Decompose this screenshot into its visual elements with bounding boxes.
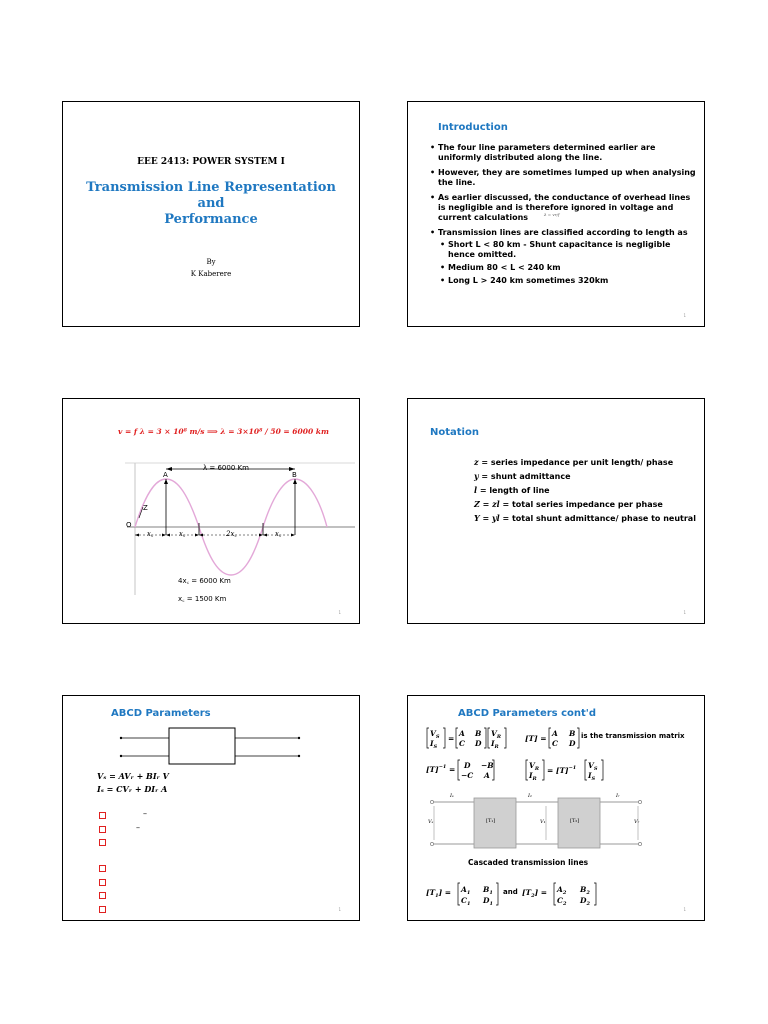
sub-bullet-1-text: Short L < 80 km - Shunt capacitance is negligible hence omitted. — [448, 240, 671, 259]
notation-text: shunt admittance — [488, 472, 571, 481]
cascaded-lines-diagram — [408, 796, 706, 856]
xc-label-1: x꜀ — [147, 530, 154, 538]
svg-text:A: A — [552, 729, 558, 738]
svg-text:VS: $V_S$ — [588, 761, 598, 772]
checkbox-3 — [99, 839, 106, 846]
svg-text:C: C — [459, 739, 465, 748]
cascade-caption: Cascaded transmission lines — [468, 858, 589, 867]
notation-item-l — [474, 485, 550, 495]
bullet-2-text: However, they are sometimes lumped up when analysing the line. — [438, 168, 696, 187]
block-T2-label: [T₂] — [570, 818, 580, 824]
bullet-1-text: The four line parameters determined earlier are uniformly distributed along the line. — [438, 143, 656, 162]
transmission-matrix-note: is the transmission matrix — [581, 732, 685, 740]
xc-value-label: x꜀ = 1500 Km — [178, 595, 227, 603]
ir-label: Iᵣ — [616, 793, 620, 799]
xc-label-3: x꜀ — [275, 530, 282, 538]
dash-2: – — [136, 823, 140, 832]
two-port-network-diagram — [63, 726, 361, 806]
slide-title — [62, 101, 360, 327]
xc-label-2: x꜀ — [179, 530, 186, 538]
checkbox-5 — [99, 879, 106, 886]
notation-symbol: Z = zl = — [474, 499, 510, 509]
i1-label: I₁ — [528, 793, 532, 799]
slide-introduction — [407, 101, 705, 327]
slide-heading: Notation — [430, 427, 479, 438]
bullet-1: • The four line parameters determined earlier are uniformly distributed along the line. — [430, 143, 700, 163]
slide-wavelength — [62, 398, 360, 624]
t1-t2-matrices — [408, 881, 706, 911]
sub-bullet-3-text: Long L > 240 km sometimes 320km — [448, 276, 609, 285]
svg-text:VR: $V_R$ — [529, 761, 539, 772]
two-xc-label: 2x꜀ — [226, 530, 237, 538]
svg-text:D2: $D_2$ — [580, 896, 590, 907]
svg-text:D1: $D_1$ — [483, 896, 493, 907]
sub-bullet-1: • Short L < 80 km - Shunt capacitance is negligible hence omitted. — [440, 240, 680, 260]
sending-current-equation: Iₛ = CVᵣ + DIᵣ A — [97, 784, 168, 794]
slide-heading: ABCD Parameters cont'd — [458, 708, 597, 719]
checkbox-2 — [99, 826, 106, 833]
svg-text:B: B — [569, 729, 576, 738]
svg-text:VR: $V_R$ — [491, 729, 501, 740]
slide-heading: ABCD Parameters — [111, 708, 211, 719]
notation-item-z — [474, 457, 673, 467]
page-number: 1 — [683, 610, 686, 615]
svg-text:[T1] =: $[T_1]$ = — [426, 888, 452, 899]
by-label: By — [206, 258, 216, 266]
notation-symbol: y = — [474, 471, 489, 481]
vs-label: Vₛ — [428, 819, 434, 825]
point-A-label: A — [163, 471, 168, 479]
notation-item-y — [474, 471, 571, 481]
slide-title-line-2: and — [197, 196, 225, 211]
svg-text:C: C — [552, 739, 558, 748]
two-port-box — [169, 728, 235, 764]
checkbox-6 — [99, 892, 106, 899]
bullet-3: • As earlier discussed, the conductance of overhead lines is negligible and is therefore ignored in voltage and current calculations — [430, 193, 700, 223]
block-T1-label: [T₁] — [486, 818, 496, 824]
dash-1: – — [143, 809, 147, 818]
svg-text:[T]−1 =: $[T]^{-1}$ = — [426, 764, 456, 774]
svg-text:D: D — [464, 761, 471, 770]
checkbox-4 — [99, 865, 106, 872]
notation-text: total shunt admittance/ phase to neutral — [509, 514, 696, 523]
bullet-2: • However, they are sometimes lumped up when analysing the line. — [430, 168, 700, 188]
notation-symbol: l = — [474, 485, 487, 495]
checkbox-1 — [99, 812, 106, 819]
slide-abcd-contd — [407, 695, 705, 921]
notation-text: length of line — [486, 486, 550, 495]
svg-text:−B: −B — [481, 761, 494, 770]
overlay-note: λ = vr/f — [544, 212, 560, 217]
svg-text:IS: $I_S$ — [588, 771, 596, 782]
four-xc-label: 4x꜀ = 6000 Km — [178, 577, 231, 585]
slide-abcd-parameters — [62, 695, 360, 921]
svg-text:IR: $I_R$ — [529, 771, 537, 782]
author-name: K Kaberere — [190, 270, 232, 278]
checkbox-7 — [99, 906, 106, 913]
page-number: 1 — [683, 907, 686, 912]
svg-text:B2: $B_2$ — [580, 885, 590, 896]
svg-text:=: = — [448, 734, 455, 743]
notation-item-Z — [474, 499, 663, 509]
bullet-4-text: Transmission lines are classified according to length as — [438, 228, 688, 237]
page-number: 1 — [683, 313, 686, 318]
svg-text:A: A — [459, 729, 465, 738]
svg-text:−C: −C — [461, 771, 474, 780]
svg-text:A2: $A_2$ — [557, 885, 567, 896]
page-number: 1 — [338, 610, 341, 615]
standing-wave-diagram — [63, 399, 361, 625]
page-number: 1 — [338, 907, 341, 912]
svg-text:D: D — [475, 739, 482, 748]
origin-label: O — [126, 521, 132, 529]
notation-symbol: Y = yl = — [474, 513, 510, 523]
v1-label: V₁ — [540, 819, 546, 825]
course-code: EEE 2413: POWER SYSTEM I — [137, 157, 285, 167]
is-label: Iₛ — [450, 793, 454, 799]
sub-bullet-3: • Long L > 240 km sometimes 320km — [440, 276, 680, 286]
and-text: and — [503, 888, 518, 896]
notation-text: series impedance per unit length/ phase — [488, 458, 674, 467]
notation-item-Y — [474, 513, 696, 523]
vr-label: Vᵣ — [634, 819, 640, 825]
bullet-4: • Transmission lines are classified according to length as — [430, 228, 700, 238]
bullet-3-text: As earlier discussed, the conductance of overhead lines is negligible and is therefore ignored in voltage and current calculations — [438, 193, 691, 222]
lambda-label: λ = 6000 Km — [203, 464, 249, 472]
slide-heading: Introduction — [438, 122, 508, 133]
wavelength-equation: v = f λ = 3 × 10⁸ m/s ⟹ λ = 3×10⁸ / 50 = 6000 km — [118, 427, 329, 436]
svg-text:D: D — [569, 739, 576, 748]
sub-bullet-2: • Medium 80 < L < 240 km — [440, 263, 680, 273]
svg-text:IR: $I_R$ — [491, 739, 499, 750]
notation-text: total series impedance per phase — [509, 500, 663, 509]
svg-text:IS: $I_S$ — [430, 739, 438, 750]
z-label: Z — [143, 504, 148, 512]
svg-text:VS: $V_S$ — [430, 729, 440, 740]
svg-text:A1: $A_1$ — [461, 885, 471, 896]
slide-title-line-3: Performance — [164, 212, 258, 227]
svg-text:[T2] =: $[T_2]$ = — [522, 888, 548, 899]
svg-text:[T] =: [T] = — [525, 734, 547, 743]
svg-text:A: A — [484, 771, 490, 780]
notation-symbol: z = — [474, 457, 489, 467]
svg-text:C2: $C_2$ — [557, 896, 567, 907]
sending-voltage-equation: Vₛ = AVᵣ + BIᵣ V — [97, 771, 169, 781]
slide-title-line-1: Transmission Line Representation — [86, 180, 336, 195]
svg-text:= [T]−1: = $[T]^{-1}$ — [547, 765, 577, 775]
point-B-label: B — [292, 471, 297, 479]
sub-bullet-2-text: Medium 80 < L < 240 km — [448, 263, 561, 272]
svg-text:B1: $B_1$ — [483, 885, 493, 896]
slide-notation — [407, 398, 705, 624]
svg-text:C1: $C_1$ — [461, 896, 471, 907]
svg-text:B: B — [475, 729, 482, 738]
